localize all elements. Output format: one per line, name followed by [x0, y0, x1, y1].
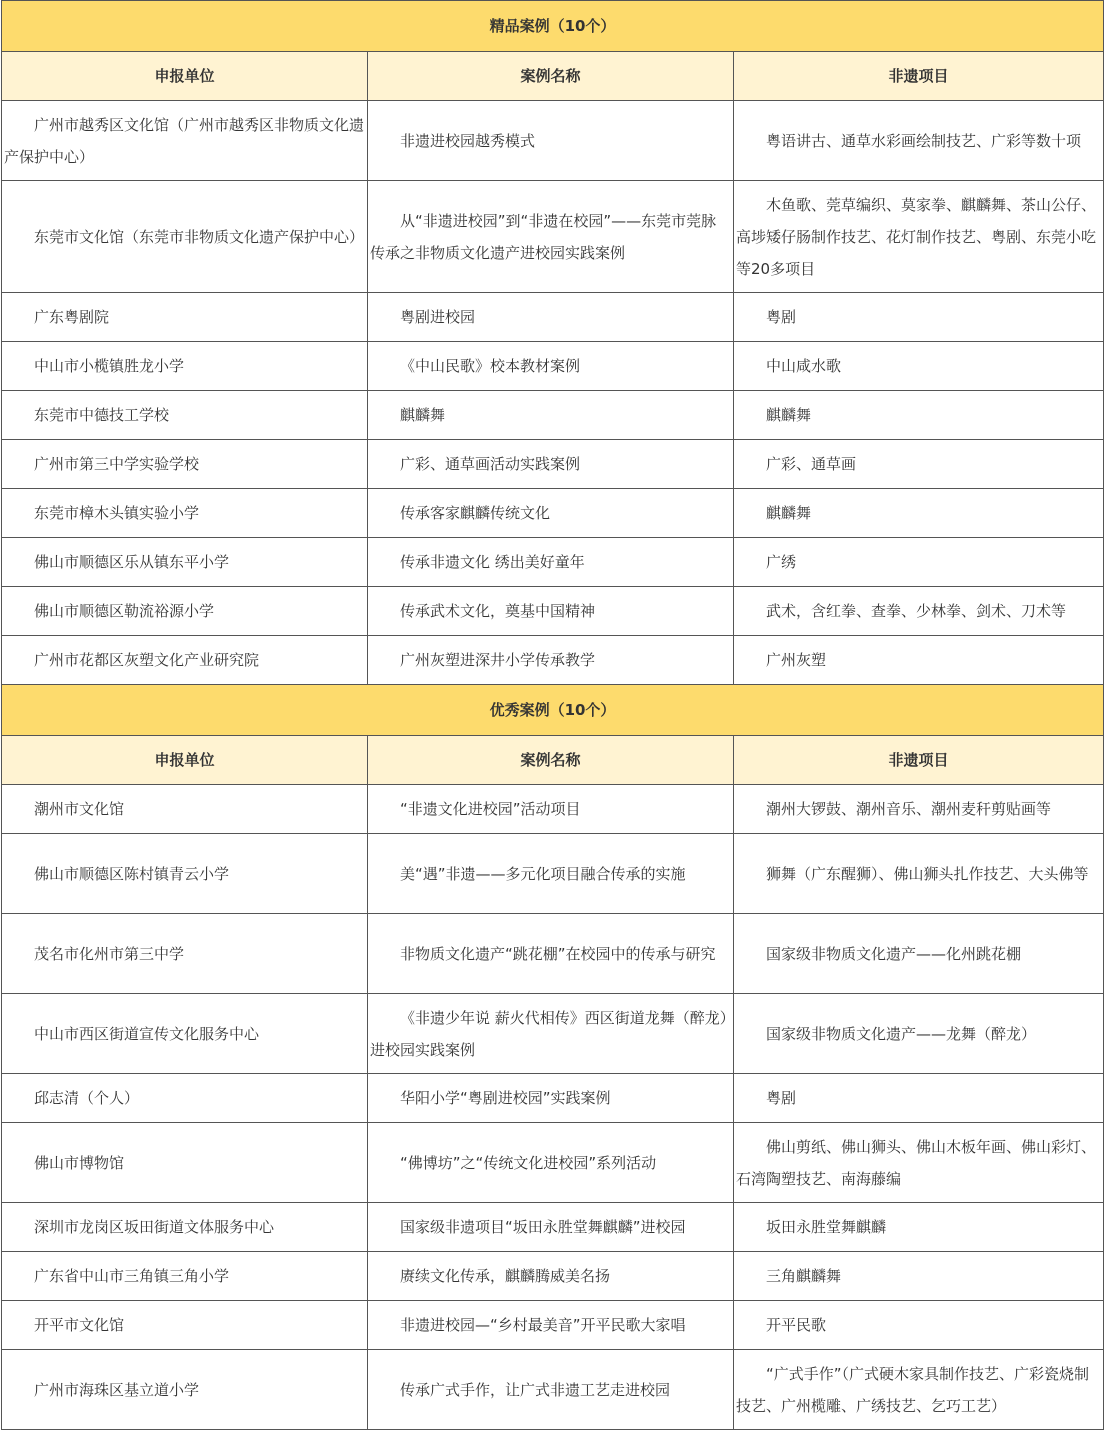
cases-table: [1, 0, 1104, 1430]
cell-heritage-item: 三角麒麟舞: [734, 1252, 1104, 1301]
cell-unit: 广州市海珠区基立道小学: [2, 1350, 368, 1430]
table-row: [2, 1252, 1104, 1301]
header-heritage-item: 非遗项目: [734, 736, 1104, 785]
header-unit: 申报单位: [2, 52, 368, 101]
cell-unit: 潮州市文化馆: [2, 785, 368, 834]
cell-heritage-item: 广绣: [734, 538, 1104, 587]
cell-heritage-item: 潮州大锣鼓、潮州音乐、潮州麦秆剪贴画等: [734, 785, 1104, 834]
cell-unit: 广东粤剧院: [2, 293, 368, 342]
cell-unit: 中山市西区街道宣传文化服务中心: [2, 994, 368, 1074]
cell-heritage-item: 中山咸水歌: [734, 342, 1104, 391]
cell-unit: 广州市花都区灰塑文化产业研究院: [2, 636, 368, 685]
table-row: [2, 636, 1104, 685]
table-row: [2, 391, 1104, 440]
cell-unit: 佛山市博物馆: [2, 1123, 368, 1203]
cell-case-name: 传承武术文化，奠基中国精神: [368, 587, 734, 636]
section-title-row: [2, 685, 1104, 736]
cell-unit: 佛山市顺德区勒流裕源小学: [2, 587, 368, 636]
header-case-name: 案例名称: [368, 736, 734, 785]
table-row: [2, 1123, 1104, 1203]
cell-unit: 广东省中山市三角镇三角小学: [2, 1252, 368, 1301]
cell-case-name: 华阳小学“粤剧进校园”实践案例: [368, 1074, 734, 1123]
table-row: [2, 834, 1104, 914]
table-row: [2, 914, 1104, 994]
cell-heritage-item: 国家级非物质文化遗产——龙舞（醉龙）: [734, 994, 1104, 1074]
table-row: [2, 293, 1104, 342]
table-row: [2, 181, 1104, 293]
cell-unit: 佛山市顺德区陈村镇青云小学: [2, 834, 368, 914]
cell-case-name: 《中山民歌》校本教材案例: [368, 342, 734, 391]
column-header-row: [2, 52, 1104, 101]
cell-heritage-item: 麒麟舞: [734, 489, 1104, 538]
section-title: 精品案例（10个）: [2, 1, 1104, 52]
table-row: [2, 994, 1104, 1074]
header-case-name: 案例名称: [368, 52, 734, 101]
cell-unit: 深圳市龙岗区坂田街道文体服务中心: [2, 1203, 368, 1252]
cell-heritage-item: 佛山剪纸、佛山狮头、佛山木板年画、佛山彩灯、石湾陶塑技艺、南海藤编: [734, 1123, 1104, 1203]
table-row: [2, 489, 1104, 538]
cell-unit: 东莞市文化馆（东莞市非物质文化遗产保护中心）: [2, 181, 368, 293]
column-header-row: [2, 736, 1104, 785]
cell-heritage-item: 粤剧: [734, 1074, 1104, 1123]
table-row: [2, 538, 1104, 587]
cell-heritage-item: 国家级非物质文化遗产——化州跳花棚: [734, 914, 1104, 994]
cell-heritage-item: 木鱼歌、莞草编织、莫家拳、麒麟舞、茶山公仔、高埗矮仔肠制作技艺、花灯制作技艺、粤剧、东莞小吃等20多项目: [734, 181, 1104, 293]
cell-unit: 东莞市樟木头镇实验小学: [2, 489, 368, 538]
cell-heritage-item: 坂田永胜堂舞麒麟: [734, 1203, 1104, 1252]
cell-heritage-item: 武术，含红拳、查拳、少林拳、剑术、刀术等: [734, 587, 1104, 636]
cell-unit: 东莞市中德技工学校: [2, 391, 368, 440]
cell-case-name: 《非遗少年说 薪火代相传》西区街道龙舞（醉龙）进校园实践案例: [368, 994, 734, 1074]
cell-heritage-item: 麒麟舞: [734, 391, 1104, 440]
table-row: [2, 1203, 1104, 1252]
section-title-row: [2, 1, 1104, 52]
table-row: [2, 1301, 1104, 1350]
cell-case-name: “佛博坊”之“传统文化进校园”系列活动: [368, 1123, 734, 1203]
cell-heritage-item: 广州灰塑: [734, 636, 1104, 685]
cell-unit: 邱志清（个人）: [2, 1074, 368, 1123]
cell-heritage-item: 广彩、通草画: [734, 440, 1104, 489]
cell-case-name: “非遗文化进校园”活动项目: [368, 785, 734, 834]
cell-unit: 佛山市顺德区乐从镇东平小学: [2, 538, 368, 587]
cell-case-name: 粤剧进校园: [368, 293, 734, 342]
cell-case-name: 赓续文化传承，麒麟腾威美名扬: [368, 1252, 734, 1301]
cell-heritage-item: 狮舞（广东醒狮）、佛山狮头扎作技艺、大头佛等: [734, 834, 1104, 914]
cell-case-name: 传承客家麒麟传统文化: [368, 489, 734, 538]
cell-unit: 中山市小榄镇胜龙小学: [2, 342, 368, 391]
cell-case-name: 传承非遗文化 绣出美好童年: [368, 538, 734, 587]
cell-case-name: 非物质文化遗产“跳花棚”在校园中的传承与研究: [368, 914, 734, 994]
header-heritage-item: 非遗项目: [734, 52, 1104, 101]
cell-unit: 开平市文化馆: [2, 1301, 368, 1350]
cell-heritage-item: 粤剧: [734, 293, 1104, 342]
header-unit: 申报单位: [2, 736, 368, 785]
cell-heritage-item: 开平民歌: [734, 1301, 1104, 1350]
cell-case-name: 传承广式手作，让广式非遗工艺走进校园: [368, 1350, 734, 1430]
cell-case-name: 广彩、通草画活动实践案例: [368, 440, 734, 489]
cell-case-name: 非遗进校园越秀模式: [368, 101, 734, 181]
cell-unit: 广州市第三中学实验学校: [2, 440, 368, 489]
table-row: [2, 1074, 1104, 1123]
cell-case-name: 从“非遗进校园”到“非遗在校园”——东莞市莞脉传承之非物质文化遗产进校园实践案例: [368, 181, 734, 293]
cell-case-name: 非遗进校园—“乡村最美音”开平民歌大家唱: [368, 1301, 734, 1350]
cell-heritage-item: 粤语讲古、通草水彩画绘制技艺、广彩等数十项: [734, 101, 1104, 181]
cell-heritage-item: “广式手作”（广式硬木家具制作技艺、广彩瓷烧制技艺、广州榄雕、广绣技艺、乞巧工艺）: [734, 1350, 1104, 1430]
cell-case-name: 麒麟舞: [368, 391, 734, 440]
cell-unit: 茂名市化州市第三中学: [2, 914, 368, 994]
table-row: [2, 1350, 1104, 1430]
table-row: [2, 101, 1104, 181]
table-row: [2, 785, 1104, 834]
cell-unit: 广州市越秀区文化馆（广州市越秀区非物质文化遗产保护中心）: [2, 101, 368, 181]
section-title: 优秀案例（10个）: [2, 685, 1104, 736]
table-row: [2, 440, 1104, 489]
cell-case-name: 国家级非遗项目“坂田永胜堂舞麒麟”进校园: [368, 1203, 734, 1252]
cell-case-name: 广州灰塑进深井小学传承教学: [368, 636, 734, 685]
table-row: [2, 342, 1104, 391]
table-row: [2, 587, 1104, 636]
cell-case-name: 美“遇”非遗——多元化项目融合传承的实施: [368, 834, 734, 914]
